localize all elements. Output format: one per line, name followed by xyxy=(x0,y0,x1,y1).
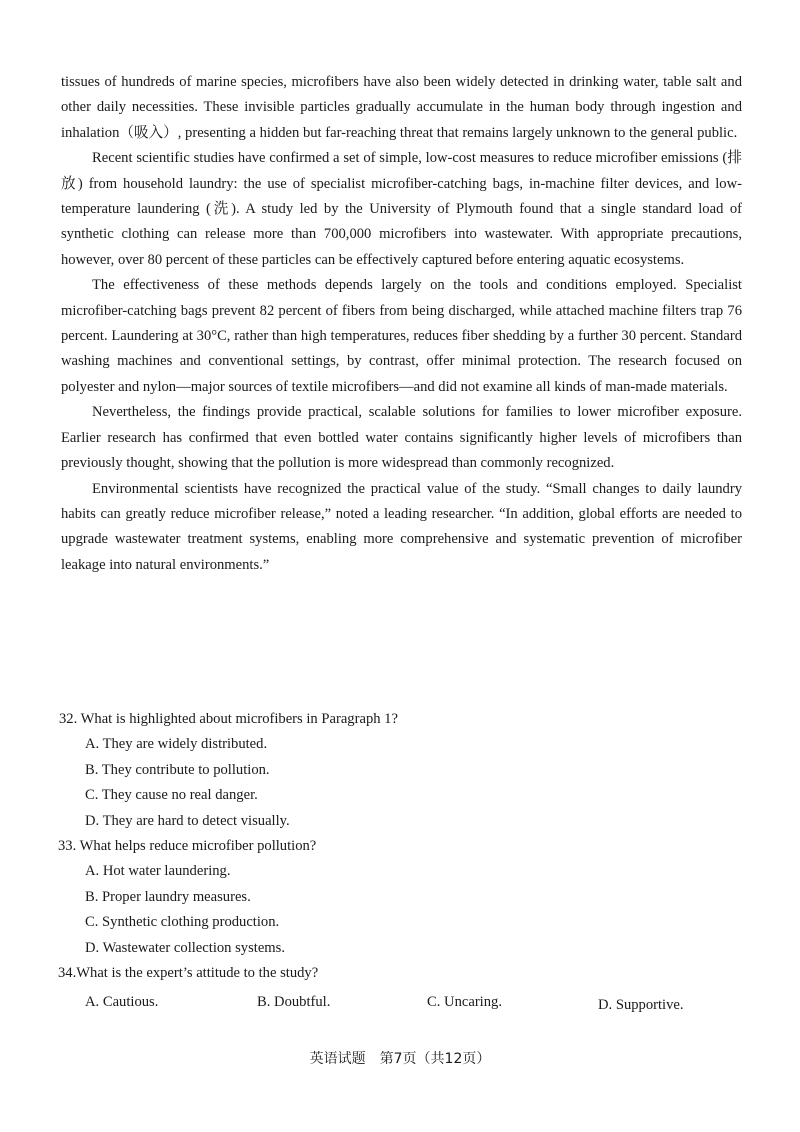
paragraph-2: Recent scientific studies have confirmed a set of simple, low-cost measures to reduce microfiber emissions (排放) from household laundry: the use of specialist microfiber-catching bags, in-machine filter devices, and low-temperature laundering (洗). A study led by the University of Plymouth found that a single standard load of synthetic clothing can release more than 700,000 microfibers into wastewater. With appropriate precautions, however, over 80 percent of these particles can be effectively captured before entering aquatic ecosystems. xyxy=(61,150,742,268)
question-stem: 32. What is highlighted about microfibers in Paragraph 1? xyxy=(59,711,398,727)
option-a: A. Hot water laundering. xyxy=(85,863,231,880)
option-c: C. Uncaring. xyxy=(427,994,502,1011)
option-row xyxy=(61,988,742,1017)
option-d: D. Wastewater collection systems. xyxy=(85,939,285,956)
question-34 xyxy=(58,961,742,1017)
paragraph-5: Environmental scientists have recognized the practical value of the study. “Small changes to daily laundry habits can greatly reduce microfiber release,” noted a leading researcher. “In addition, global efforts are needed to upgrade wastewater treatment systems, enabling more comprehensive and systematic prevention of microfiber leakage into natural environments.” xyxy=(61,480,742,573)
question-stem: 33. What helps reduce microfiber pollution? xyxy=(58,838,317,855)
option-d: D. Supportive. xyxy=(598,997,684,1014)
question-32 xyxy=(61,707,742,834)
option-b: B. They contribute to pollution. xyxy=(85,761,270,778)
reading-passage xyxy=(61,70,742,578)
question-list xyxy=(58,707,742,1017)
option-b: B. Proper laundry measures. xyxy=(85,888,251,905)
option-b: B. Doubtful. xyxy=(257,994,331,1011)
paragraph-1: tissues of hundreds of marine species, microfibers have also been widely detected in drinking water, table salt and other daily necessities. These invisible particles gradually accumulate in the human body through ingestion and inhalation（吸入）, presenting a hidden but far-reaching threat that remains largely unknown to the general public. xyxy=(61,74,742,141)
question-33 xyxy=(58,834,742,961)
paragraph-4: Nevertheless, the findings provide practical, scalable solutions for families to lower microfiber exposure. Earlier research has confirmed that even bottled water contains significantly higher levels of microfibers than previously thought, showing that the pollution is more widespread than commonly recognized. xyxy=(61,404,742,472)
question-stem: 34.What is the expert’s attitude to the study? xyxy=(58,965,319,982)
option-c: C. Synthetic clothing production. xyxy=(85,914,280,931)
option-d: D. They are hard to detect visually. xyxy=(85,812,290,829)
page-footer: 英语试题 第7页（共12页） xyxy=(309,1051,491,1067)
option-c: C. They cause no real danger. xyxy=(85,787,258,804)
option-a: A. They are widely distributed. xyxy=(85,736,268,753)
option-a: A. Cautious. xyxy=(85,994,159,1011)
paragraph-3: The effectiveness of these methods depends largely on the tools and conditions employed. Specialist microfiber-catching bags prevent 82 percent of fibers from being discharged, while attached machine filters trap 76 percent. Laundering at 30°C, rather than high temperatures, reduces fiber shedding by a further 30 percent. Standard washing machines and conventional settings, by contrast, offer minimal protection. The research focused on polyester and nylon—major sources of textile microfibers—and did not examine all kinds of man-made materials. xyxy=(61,277,742,395)
